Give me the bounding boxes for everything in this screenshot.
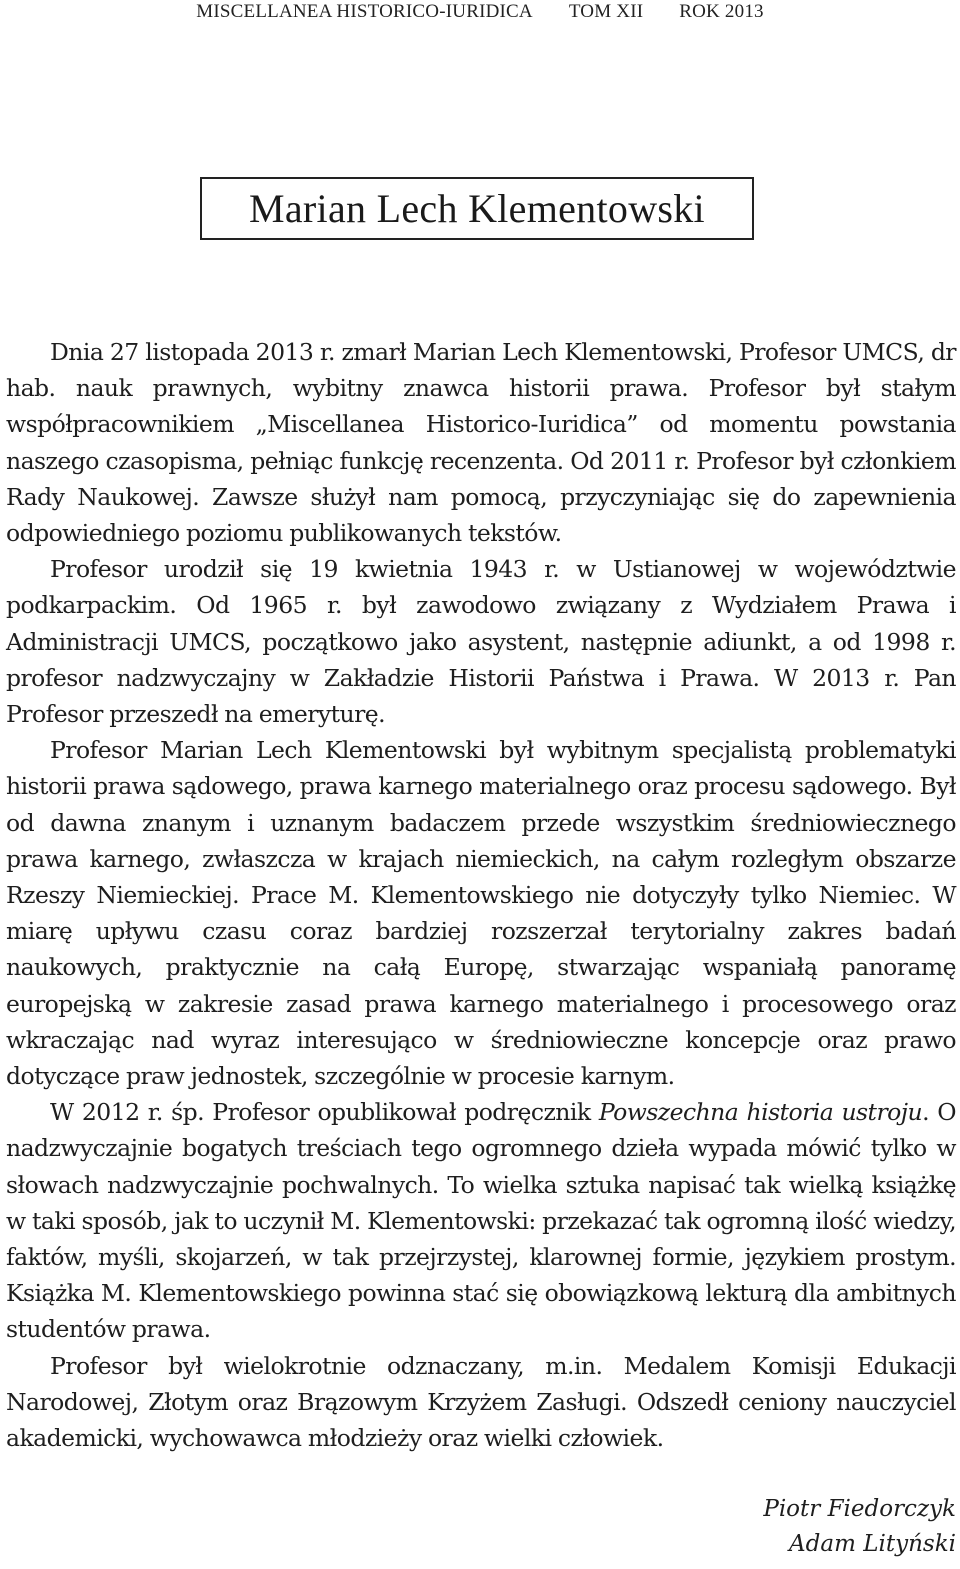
author-2: Adam Lityński: [789, 1531, 956, 1557]
paragraph-2: Profesor urodził się 19 kwietnia 1943 r. w Ustianowej w województwie podkarpackim. Od 1965 r. był zawodowo związany z Wydziałem Prawa i Administracji UMCS, początkowo jako asystent, następnie adiunkt, a od 1998 r. profesor nadzwyczajny w Zakładzie Historii Państwa i Prawa. W 2013 r. Pan Profesor przeszedł na emeryturę.: [6, 555, 956, 729]
paragraph-1: Dnia 27 listopada 2013 r. zmarł Marian Lech Klementowski, Profesor UMCS, dr hab. nauk prawnych, wybitny znawca historii prawa. Profesor był stałym współpracownikiem „Miscellanea Historico-Iuridica” od momentu powstania naszego czasopisma, pełniąc funkcję recenzenta. Od 2011 r. Profesor był członkiem Rady Naukowej. Zawsze służył nam pomocą, przyczyniając się do zapewnienia odpowiedniego poziomu publikowanych tekstów.: [6, 338, 956, 548]
page-title: Marian Lech Klementowski: [249, 186, 705, 231]
year: ROK 2013: [679, 1, 764, 22]
signatures: [763, 1492, 956, 1562]
article-body: [6, 334, 956, 1456]
running-head: [0, 0, 960, 24]
paragraph-4-after: . O nadzwyczajnie bogatych treściach tego ogromnego dzieła wypada mówić tylko w słowach nadzwyczajnie pochwalnych. To wielka sztuka napisać tak wielką książkę w taki sposób, jak to uczynił M. Klementowski: przekazać tak ogromną ilość wiedzy, faktów, myśli, skojarzeń, w tak przejrzystej, klarownej formie, językiem prostym. Książka M. Klementowskiego powinna stać się obowiązkową lekturą dla ambitnych studentów prawa.: [6, 1098, 956, 1344]
title-box: [200, 177, 754, 240]
paragraph-4: [6, 1094, 956, 1347]
book-title: Powszechna historia ustroju: [598, 1098, 923, 1127]
journal-name: MISCELLANEA HISTORICO-IURIDICA: [196, 1, 533, 22]
author-1: Piotr Fiedorczyk: [763, 1496, 956, 1522]
volume-number: TOM XII: [568, 1, 644, 22]
paragraph-4-before: W 2012 r. śp. Profesor opublikował podręcznik: [50, 1098, 599, 1127]
paragraph-5: Profesor był wielokrotnie odznaczany, m.in. Medalem Komisji Edukacji Narodowej, Złotym oraz Brązowym Krzyżem Zasługi. Odszedł ceniony nauczyciel akademicki, wychowawca młodzieży oraz wielki człowiek.: [6, 1351, 956, 1453]
paragraph-3: Profesor Marian Lech Klementowski był wybitnym specjalistą problematyki historii prawa sądowego, prawa karnego materialnego oraz procesu sądowego. Był od dawna znanym i uznanym badaczem przede wszystkim średniowiecznego prawa karnego, zwłaszcza w krajach niemieckich, na całym rozległym obszarze Rzeszy Niemieckiej. Prace M. Klementowskiego nie dotyczyły tylko Niemiec. W miarę upływu czasu coraz bardziej rozszerzał terytorialny zakres badań naukowych, praktycznie na całą Europę, stwarzając wspaniałą panoramę europejską w zakresie zasad prawa karnego materialnego i procesowego oraz wkraczając nad wyraz interesująco w średniowieczne koncepcje oraz prawo dotyczące praw jednostek, szczególnie w procesie karnym.: [6, 736, 956, 1091]
